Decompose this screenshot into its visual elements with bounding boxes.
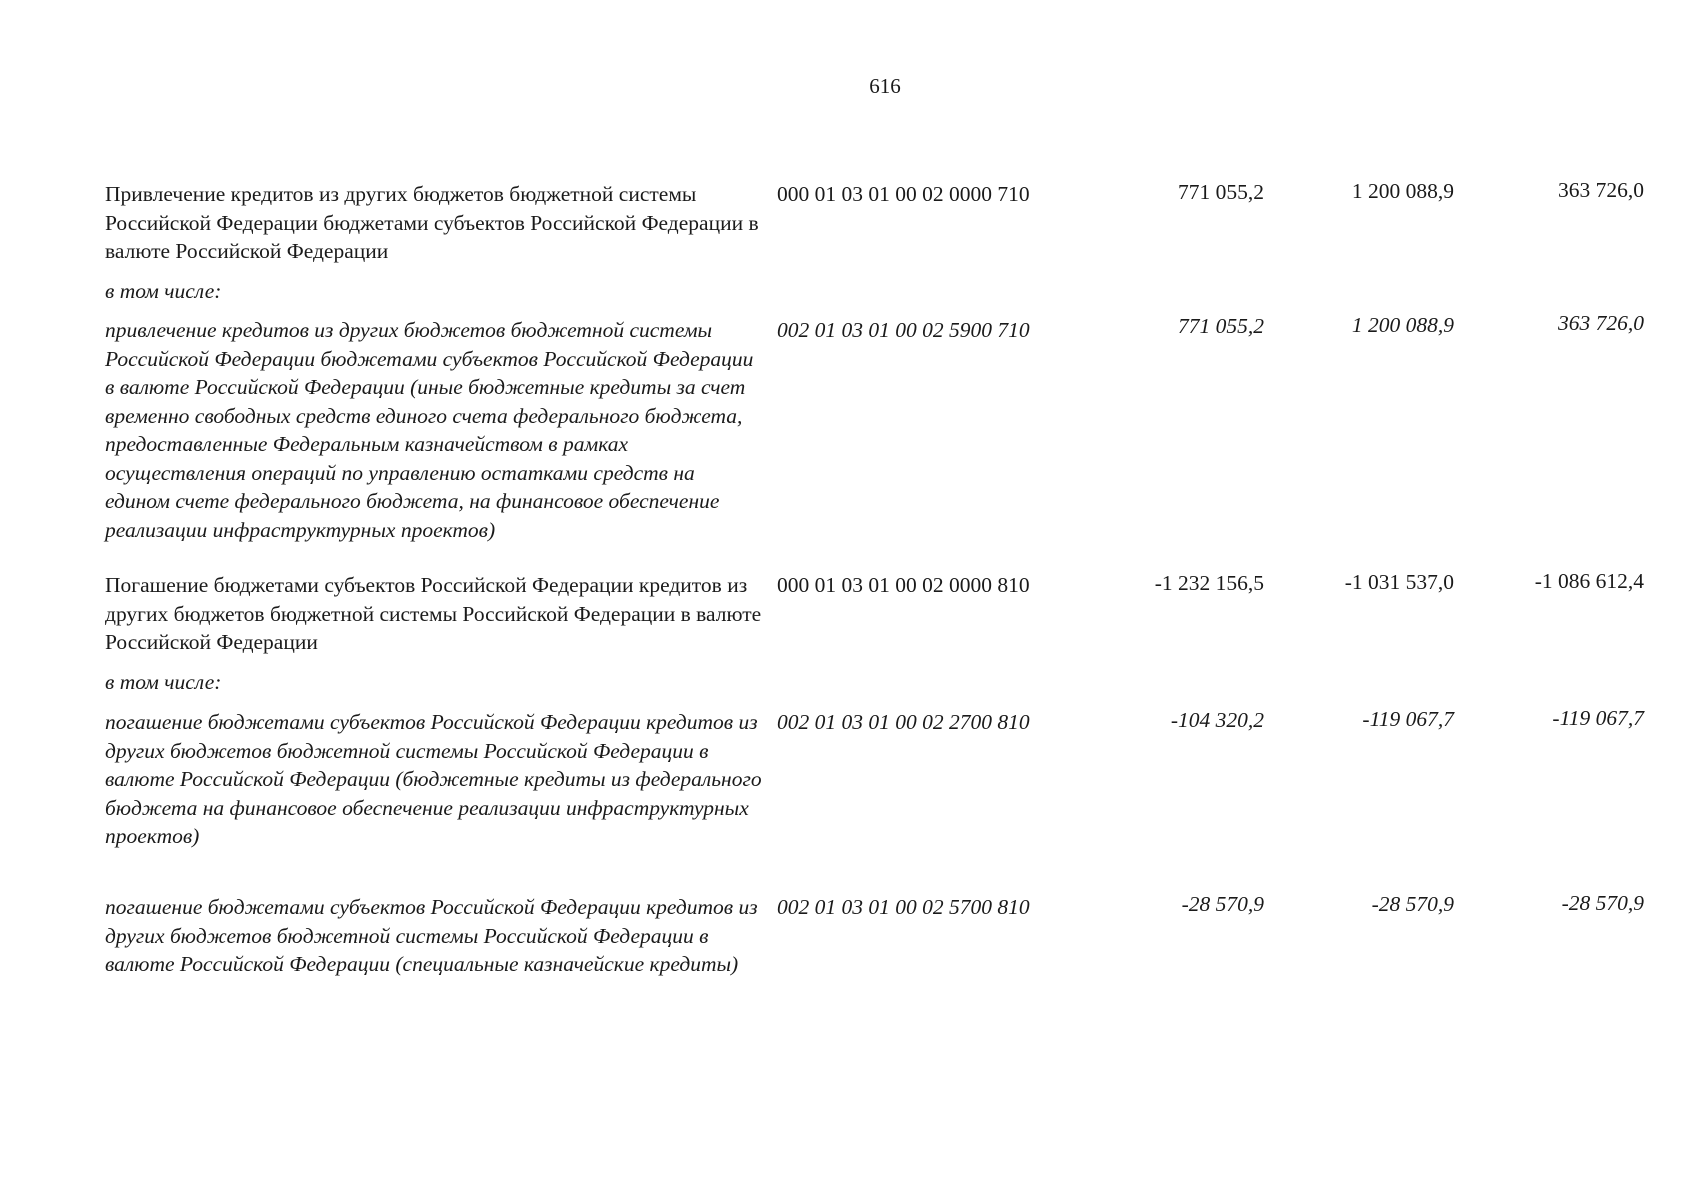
row-description: Погашение бюджетами субъектов Российской Федерации кредитов из других бюджетов бюджетной системы Российской Федерации в валюте Российской Федерации [105, 573, 762, 654]
row-value-year-3: 363 726,0 [1558, 178, 1644, 202]
including-label: в том числе: [105, 670, 222, 694]
row-value-year-1: -104 320,2 [1170, 708, 1264, 732]
row-value-year-3: -119 067,7 [1552, 706, 1644, 730]
including-label: в том числе: [105, 279, 222, 303]
row-description: погашение бюджетами субъектов Российской Федерации кредитов из других бюджетов бюджетной системы Российской Федерации в валюте Российской Федерации (специальные казначейские кредиты) [105, 895, 758, 976]
row-description: погашение бюджетами субъектов Российской Федерации кредитов из других бюджетов бюджетной системы Российской Федерации в валюте Российской Федерации (бюджетные кредиты из федерального бюджета на финансовое обеспечение реализации инфраструктурных проектов) [105, 710, 762, 848]
row-value-year-1: -1 232 156,5 [1154, 571, 1264, 595]
row-value-year-3: 363 726,0 [1558, 311, 1644, 335]
page-number: 616 [869, 74, 901, 98]
row-value-year-2: 1 200 088,9 [1351, 313, 1454, 337]
row-value-year-2: -1 031 537,0 [1344, 570, 1454, 594]
row-budget-code: 002 01 03 01 00 02 2700 810 [777, 710, 1030, 734]
row-value-year-3: -1 086 612,4 [1534, 569, 1644, 593]
row-budget-code: 002 01 03 01 00 02 5700 810 [777, 895, 1030, 919]
row-budget-code: 000 01 03 01 00 02 0000 710 [777, 182, 1030, 206]
row-value-year-2: -28 570,9 [1371, 892, 1454, 916]
row-description: Привлечение кредитов из других бюджетов бюджетной системы Российской Федерации бюджетами субъектов Российской Федерации в валюте Российской Федерации [105, 182, 759, 263]
row-description: привлечение кредитов из других бюджетов бюджетной системы Российской Федерации бюджетами субъектов Российской Федерации в валюте Российской Федерации (иные бюджетные кредиты за счет временно свободных средств единого счета федерального бюджета, предоставленные Федеральным казначейством в рамках осуществления операций по управлению остатками средств на едином счете федерального бюджета, на финансовое обеспечение реализации инфраструктурных проектов) [105, 318, 754, 542]
row-value-year-1: -28 570,9 [1181, 892, 1264, 916]
row-budget-code: 000 01 03 01 00 02 0000 810 [777, 573, 1030, 597]
row-value-year-2: -119 067,7 [1362, 707, 1454, 731]
row-budget-code: 002 01 03 01 00 02 5900 710 [777, 318, 1030, 342]
row-value-year-2: 1 200 088,9 [1351, 179, 1454, 203]
row-value-year-3: -28 570,9 [1561, 891, 1644, 915]
row-value-year-1: 771 055,2 [1178, 314, 1264, 338]
row-value-year-1: 771 055,2 [1178, 180, 1264, 204]
